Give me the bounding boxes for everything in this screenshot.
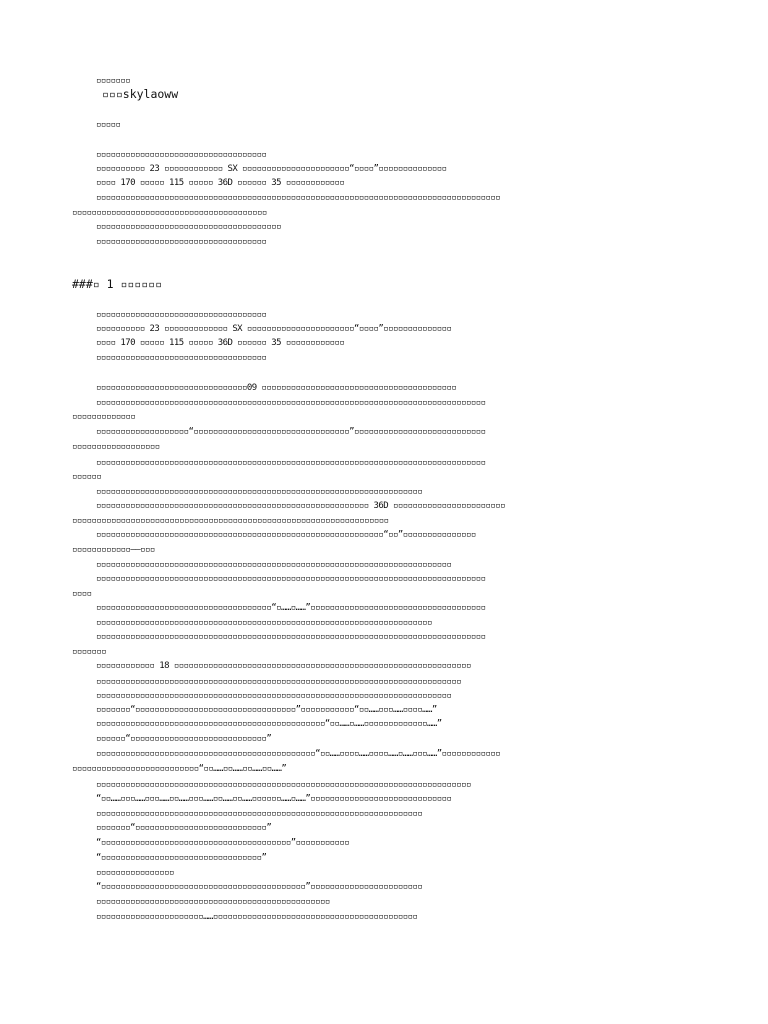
body-line: ▫▫▫▫▫▫ [72, 472, 102, 482]
body-line: ▫▫▫▫▫▫▫“▫▫▫▫▫▫▫▫▫▫▫▫▫▫▫▫▫▫▫▫▫▫▫▫▫▫▫▫▫▫▫▫▫”▫▫▫▫▫▫▫▫▫▫▫“▫▫……▫▫▫……▫▫▫▫……” [96, 705, 437, 715]
body-line: ▫▫▫▫▫▫“▫▫▫▫▫▫▫▫▫▫▫▫▫▫▫▫▫▫▫▫▫▫▫▫▫▫▫▫” [96, 734, 272, 744]
body-line: ▫▫▫▫▫▫▫▫▫▫▫▫▫▫▫▫▫▫▫▫▫▫▫▫▫▫▫▫▫▫▫▫▫▫▫▫▫▫▫▫▫▫▫▫▫▫▫▫▫▫▫▫▫▫▫▫▫▫▫▫▫▫▫▫▫ [72, 516, 389, 526]
body-line: ▫▫▫▫▫▫▫▫▫▫▫▫▫▫▫▫▫▫▫▫▫▫▫▫▫▫“▫▫……▫▫……▫▫……▫▫……” [72, 764, 287, 774]
intro-line: ▫▫▫▫▫▫▫▫▫▫▫▫▫▫▫▫▫▫▫▫▫▫▫▫▫▫▫▫▫▫▫▫▫▫▫ [96, 150, 267, 160]
doc-author: ▫▫▫skylaoww [102, 87, 179, 101]
body-line: ▫▫▫▫▫▫▫▫▫▫▫▫▫▫▫▫▫▫▫▫▫▫▫▫▫▫▫▫▫▫▫▫▫▫▫▫▫▫▫▫▫▫▫▫▫▫▫▫ [96, 897, 330, 907]
body-line: ▫▫▫▫▫▫▫▫▫▫ 23 ▫▫▫▫▫▫▫▫▫▫▫▫▫ SX ▫▫▫▫▫▫▫▫▫▫▫▫▫▫▫▫▫▫▫▫▫▫“▫▫▫▫”▫▫▫▫▫▫▫▫▫▫▫▫▫▫ [96, 324, 452, 334]
body-line: ▫▫▫▫▫▫▫▫▫▫▫▫▫▫▫▫▫▫▫▫▫▫▫▫▫▫▫▫▫▫▫▫▫▫▫▫▫▫▫▫▫▫▫▫▫▫▫▫▫▫▫▫▫▫▫▫▫▫▫▫▫▫▫▫▫▫▫▫▫▫▫▫▫▫▫▫▫▫▫▫ [96, 632, 486, 642]
body-line: ▫▫▫▫▫▫▫▫▫▫▫▫▫ [72, 412, 136, 422]
intro-line: ▫▫▫▫▫▫▫▫▫▫ 23 ▫▫▫▫▫▫▫▫▫▫▫▫ SX ▫▫▫▫▫▫▫▫▫▫▫▫▫▫▫▫▫▫▫▫▫▫“▫▫▫▫”▫▫▫▫▫▫▫▫▫▫▫▫▫▫ [96, 164, 447, 174]
body-line: ▫▫▫▫▫▫▫“▫▫▫▫▫▫▫▫▫▫▫▫▫▫▫▫▫▫▫▫▫▫▫▫▫▫▫” [96, 823, 272, 833]
body-line: ▫▫▫▫▫▫▫▫▫▫▫▫▫▫▫▫▫▫▫▫▫▫▫▫▫▫▫▫▫▫▫▫▫▫▫▫▫▫▫▫▫▫▫▫▫▫▫▫▫▫▫▫▫▫▫▫▫▫▫“▫▫”▫▫▫▫▫▫▫▫▫▫▫▫▫▫▫ [96, 530, 476, 540]
body-line: ▫▫▫▫▫▫▫▫▫▫▫▫▫▫▫▫▫▫ [72, 442, 160, 452]
body-line: ▫▫▫▫▫▫▫▫▫▫▫▫▫▫▫▫▫▫▫▫▫▫▫▫▫▫▫▫▫▫▫▫▫▫▫▫“▫……▫……”▫▫▫▫▫▫▫▫▫▫▫▫▫▫▫▫▫▫▫▫▫▫▫▫▫▫▫▫▫▫▫▫▫▫▫▫ [96, 603, 486, 613]
body-line: ▫▫▫▫▫▫▫▫▫▫▫▫▫▫▫▫▫▫▫▫▫▫▫▫▫▫▫▫▫▫▫▫▫▫▫▫▫▫▫▫▫▫▫▫▫▫▫▫▫▫▫▫▫▫▫▫ 36D ▫▫▫▫▫▫▫▫▫▫▫▫▫▫▫▫▫▫▫▫▫▫▫ [96, 501, 505, 511]
body-line: “▫▫▫▫▫▫▫▫▫▫▫▫▫▫▫▫▫▫▫▫▫▫▫▫▫▫▫▫▫▫▫▫▫” [96, 853, 267, 863]
intro-line: ▫▫▫▫▫▫▫▫▫▫▫▫▫▫▫▫▫▫▫▫▫▫▫▫▫▫▫▫▫▫▫▫▫▫▫▫▫▫▫▫ [72, 208, 267, 218]
body-line: ▫▫▫▫▫▫▫ [72, 647, 107, 657]
body-line: “▫▫……▫▫▫……▫▫▫……▫▫……▫▫▫……▫▫……▫▫……▫▫▫▫▫▫……▫……”▫▫▫▫▫▫▫▫▫▫▫▫▫▫▫▫▫▫▫▫▫▫▫▫▫▫▫▫▫ [96, 794, 452, 804]
body-line: ▫▫▫▫▫▫▫▫▫▫▫▫▫▫▫▫▫▫▫▫▫▫▫▫▫▫▫▫▫▫▫▫▫▫▫▫▫▫▫▫▫▫▫▫▫▫▫▫▫▫▫▫▫▫▫▫▫▫▫▫▫▫▫▫▫▫▫▫▫▫▫▫▫ [96, 691, 452, 701]
body-line: ▫▫▫▫▫▫▫▫▫▫▫▫▫▫▫▫ [96, 868, 174, 878]
body-line: ▫▫▫▫▫▫▫▫▫▫▫▫▫▫▫▫▫▫▫▫▫▫▫▫▫▫▫▫▫▫▫▫▫▫▫ [96, 310, 267, 320]
body-line: ▫▫▫▫▫▫▫▫▫▫▫▫▫▫▫▫▫▫▫▫▫▫▫▫▫▫▫▫▫▫▫▫▫▫▫▫▫▫▫▫▫▫▫▫▫▫▫▫▫▫▫▫▫▫▫▫▫▫▫▫▫▫▫▫▫▫▫▫▫▫▫▫▫▫▫▫▫▫▫▫ [96, 398, 486, 408]
intro-line: ▫▫▫▫▫▫▫▫▫▫▫▫▫▫▫▫▫▫▫▫▫▫▫▫▫▫▫▫▫▫▫▫▫▫▫▫▫▫ [96, 222, 282, 232]
body-line: ▫▫▫▫▫▫▫▫▫▫▫▫▫▫▫▫▫▫▫▫▫▫▫▫▫▫▫▫▫▫▫▫▫▫▫▫▫▫▫▫▫▫▫▫▫▫▫“▫▫……▫……▫▫▫▫▫▫▫▫▫▫▫▫▫……” [96, 719, 442, 729]
body-line: ▫▫▫▫▫▫▫▫▫▫▫▫ 18 ▫▫▫▫▫▫▫▫▫▫▫▫▫▫▫▫▫▫▫▫▫▫▫▫▫▫▫▫▫▫▫▫▫▫▫▫▫▫▫▫▫▫▫▫▫▫▫▫▫▫▫▫▫▫▫▫▫▫▫▫▫ [96, 661, 471, 671]
body-line: ▫▫▫▫ 170 ▫▫▫▫▫ 115 ▫▫▫▫▫ 36D ▫▫▫▫▫▫ 35 ▫▫▫▫▫▫▫▫▫▫▫▫ [96, 338, 345, 348]
intro-line: ▫▫▫▫▫▫▫▫▫▫▫▫▫▫▫▫▫▫▫▫▫▫▫▫▫▫▫▫▫▫▫▫▫▫▫▫▫▫▫▫▫▫▫▫▫▫▫▫▫▫▫▫▫▫▫▫▫▫▫▫▫▫▫▫▫▫▫▫▫▫▫▫▫▫▫▫▫▫▫▫▫▫▫ [96, 193, 501, 203]
body-line: ▫▫▫▫ [72, 589, 92, 599]
intro-line: ▫▫▫▫ 170 ▫▫▫▫▫ 115 ▫▫▫▫▫ 36D ▫▫▫▫▫▫ 35 ▫▫▫▫▫▫▫▫▫▫▫▫ [96, 178, 345, 188]
body-line: “▫▫▫▫▫▫▫▫▫▫▫▫▫▫▫▫▫▫▫▫▫▫▫▫▫▫▫▫▫▫▫▫▫▫▫▫▫▫▫▫▫▫”▫▫▫▫▫▫▫▫▫▫▫▫▫▫▫▫▫▫▫▫▫▫▫ [96, 882, 423, 892]
doc-title: ▫▫▫▫▫▫▫ [96, 76, 131, 86]
intro-line: ▫▫▫▫▫▫▫▫▫▫▫▫▫▫▫▫▫▫▫▫▫▫▫▫▫▫▫▫▫▫▫▫▫▫▫ [96, 237, 267, 247]
body-line: ▫▫▫▫▫▫▫▫▫▫▫▫▫▫▫▫▫▫▫▫▫▫▫▫▫▫▫▫▫▫▫▫▫▫▫▫▫▫▫▫▫▫▫▫▫▫▫▫▫▫▫▫▫▫▫▫▫▫▫▫▫▫▫▫▫▫▫▫▫▫▫▫▫▫▫▫▫ [96, 780, 471, 790]
body-line: ▫▫▫▫▫▫▫▫▫▫▫▫▫▫▫▫▫▫▫▫▫▫▫▫▫▫▫▫▫▫▫▫▫▫▫▫▫▫▫▫▫▫▫▫▫▫▫▫▫▫▫▫▫▫▫▫▫▫▫▫▫▫▫▫▫▫▫ [96, 487, 423, 497]
body-line: ▫▫▫▫▫▫▫▫▫▫▫▫▫▫▫▫▫▫▫▫▫▫▫▫▫▫▫▫▫▫▫▫▫▫▫ [96, 353, 267, 363]
body-line: ▫▫▫▫▫▫▫▫▫▫▫▫▫▫▫▫▫▫▫“▫▫▫▫▫▫▫▫▫▫▫▫▫▫▫▫▫▫▫▫▫▫▫▫▫▫▫▫▫▫▫▫”▫▫▫▫▫▫▫▫▫▫▫▫▫▫▫▫▫▫▫▫▫▫▫▫▫▫▫ [96, 427, 486, 437]
body-line: ▫▫▫▫▫▫▫▫▫▫▫▫▫▫▫▫▫▫▫▫▫▫▫▫▫▫▫▫▫▫▫▫▫▫▫▫▫▫▫▫▫▫▫▫▫▫▫▫▫▫▫▫▫▫▫▫▫▫▫▫▫▫▫▫▫▫▫▫▫ [96, 618, 432, 628]
body-line: ▫▫▫▫▫▫▫▫▫▫▫▫——▫▫▫ [72, 545, 155, 555]
body-line: ▫▫▫▫▫▫▫▫▫▫▫▫▫▫▫▫▫▫▫▫▫▫▫▫▫▫▫▫▫▫▫▫▫▫▫▫▫▫▫▫▫▫▫▫▫▫▫▫▫▫▫▫▫▫▫▫▫▫▫▫▫▫▫▫▫▫▫▫▫▫▫▫▫▫▫ [96, 677, 462, 687]
chapter-heading: ###▫ 1 ▫▫▫▫▫▫ [72, 277, 163, 291]
body-line: ▫▫▫▫▫▫▫▫▫▫▫▫▫▫▫▫▫▫▫▫▫▫▫▫▫▫▫▫▫▫▫▫▫▫▫▫▫▫▫▫▫▫▫▫▫▫▫▫▫▫▫▫▫▫▫▫▫▫▫▫▫▫▫▫▫▫▫ [96, 809, 423, 819]
body-line: ▫▫▫▫▫▫▫▫▫▫▫▫▫▫▫▫▫▫▫▫▫▫▫▫▫▫▫▫▫▫▫▫▫▫▫▫▫▫▫▫▫▫▫▫▫▫▫▫▫▫▫▫▫▫▫▫▫▫▫▫▫▫▫▫▫▫▫▫▫▫▫▫▫ [96, 560, 452, 570]
section-heading: ▫▫▫▫▫ [96, 120, 121, 130]
body-line: ▫▫▫▫▫▫▫▫▫▫▫▫▫▫▫▫▫▫▫▫▫▫▫▫▫▫▫▫▫▫▫▫▫▫▫▫▫▫▫▫▫▫▫▫▫▫▫▫▫▫▫▫▫▫▫▫▫▫▫▫▫▫▫▫▫▫▫▫▫▫▫▫▫▫▫▫▫▫▫▫ [96, 574, 486, 584]
body-line: “▫▫▫▫▫▫▫▫▫▫▫▫▫▫▫▫▫▫▫▫▫▫▫▫▫▫▫▫▫▫▫▫▫▫▫▫▫▫▫”▫▫▫▫▫▫▫▫▫▫▫ [96, 838, 350, 848]
body-line: ▫▫▫▫▫▫▫▫▫▫▫▫▫▫▫▫▫▫▫▫▫▫▫▫▫▫▫▫▫▫▫▫▫▫▫▫▫▫▫▫▫▫▫▫▫“▫▫……▫▫▫▫……▫▫▫▫……▫……▫▫▫……”▫▫▫▫▫▫▫▫▫▫▫▫ [96, 749, 501, 759]
body-line: ▫▫▫▫▫▫▫▫▫▫▫▫▫▫▫▫▫▫▫▫▫▫▫▫▫▫▫▫▫▫▫09 ▫▫▫▫▫▫▫▫▫▫▫▫▫▫▫▫▫▫▫▫▫▫▫▫▫▫▫▫▫▫▫▫▫▫▫▫▫▫▫▫ [96, 383, 457, 393]
body-line: ▫▫▫▫▫▫▫▫▫▫▫▫▫▫▫▫▫▫▫▫▫▫▫▫▫▫▫▫▫▫▫▫▫▫▫▫▫▫▫▫▫▫▫▫▫▫▫▫▫▫▫▫▫▫▫▫▫▫▫▫▫▫▫▫▫▫▫▫▫▫▫▫▫▫▫▫▫▫▫▫ [96, 458, 486, 468]
body-line: ▫▫▫▫▫▫▫▫▫▫▫▫▫▫▫▫▫▫▫▫▫▫……▫▫▫▫▫▫▫▫▫▫▫▫▫▫▫▫▫▫▫▫▫▫▫▫▫▫▫▫▫▫▫▫▫▫▫▫▫▫▫▫▫▫ [96, 912, 418, 922]
